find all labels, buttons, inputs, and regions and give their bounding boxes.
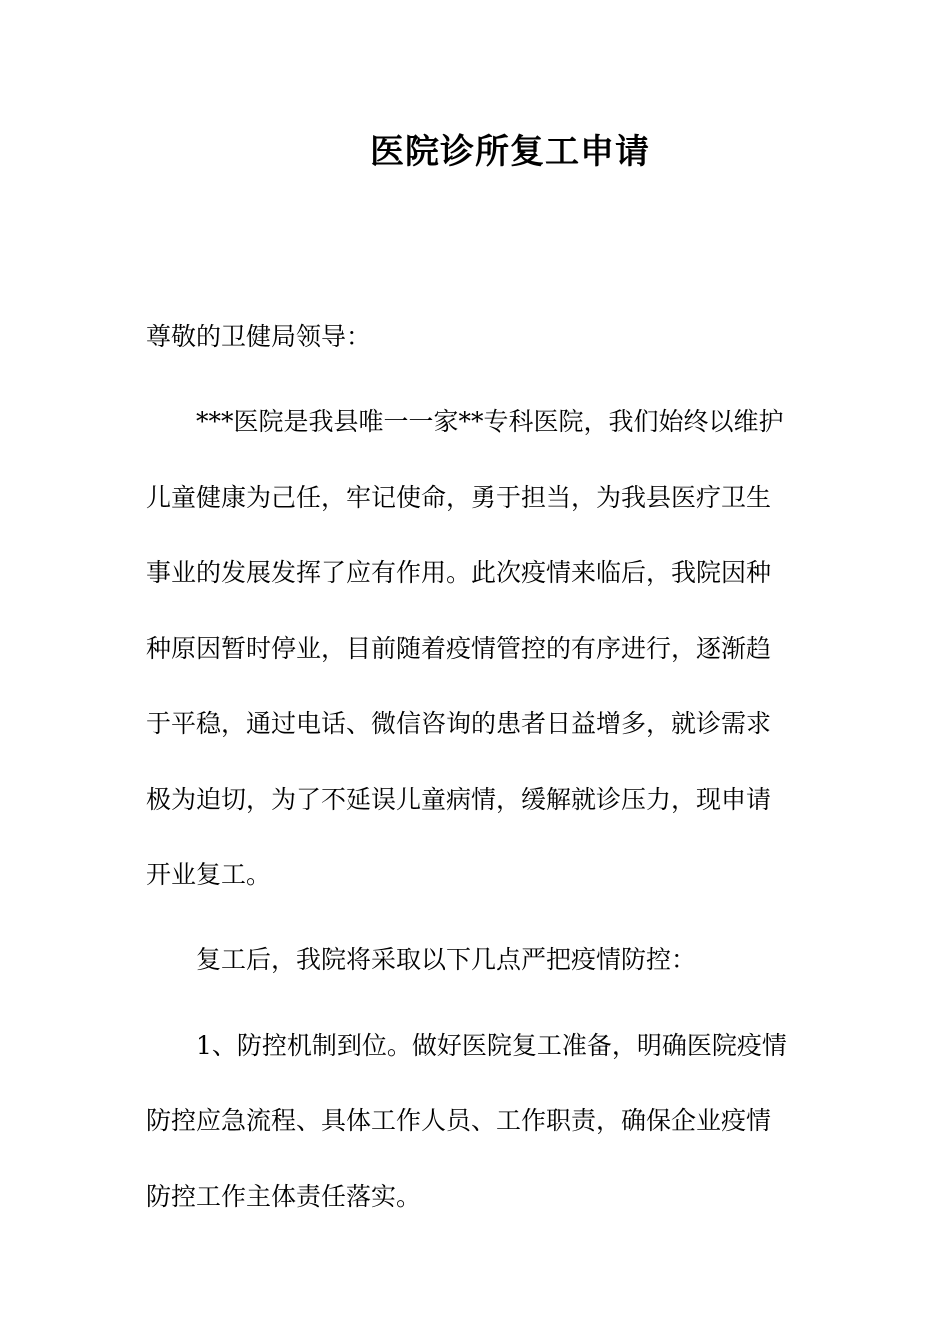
paragraph-1-line-6: 极为迫切，为了不延误儿童病情，缓解就诊压力，现申请 [146, 785, 772, 814]
paragraph-1-line-3: 事业的发展发挥了应有作用。此次疫情来临后，我院因种 [146, 558, 772, 587]
paragraph-3-line-3: 防控工作主体责任落实。 [146, 1182, 422, 1211]
document-title: 医院诊所复工申请 [370, 132, 650, 172]
paragraph-1-line-5: 于平稳，通过电话、微信咨询的患者日益增多，就诊需求 [146, 709, 772, 738]
paragraph-1-line-7: 开业复工。 [146, 860, 272, 889]
paragraph-1-line-4: 种原因暂时停业，目前随着疫情管控的有序进行，逐渐趋 [146, 634, 772, 663]
paragraph-1-line-2: 儿童健康为己任，牢记使命，勇于担当，为我县医疗卫生 [146, 483, 772, 512]
paragraph-3-line-1: 1、防控机制到位。做好医院复工准备，明确医院疫情 [196, 1031, 787, 1060]
paragraph-3-line-2: 防控应急流程、具体工作人员、工作职责，确保企业疫情 [146, 1106, 772, 1135]
salutation: 尊敬的卫健局领导： [146, 322, 372, 351]
paragraph-2-line-1: 复工后，我院将采取以下几点严把疫情防控： [196, 945, 697, 974]
paragraph-1-line-1: ***医院是我县唯一一家**专科医院，我们始终以维护 [196, 407, 784, 436]
